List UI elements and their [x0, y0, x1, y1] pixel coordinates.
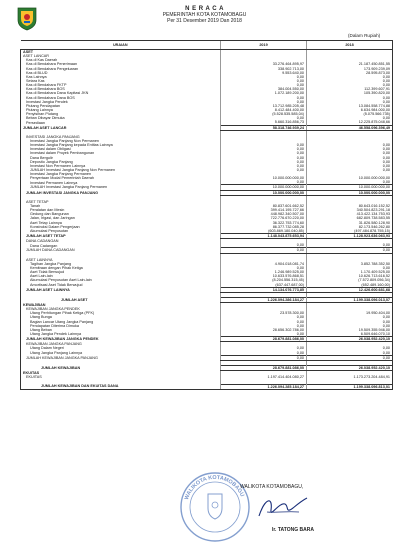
value-2019: 1.148.043.875.653,94 — [221, 234, 307, 239]
value-2018: 0,00 — [307, 351, 393, 356]
value-2018: 340.504.823.291,18 — [307, 208, 393, 212]
value-2019: 0,00 — [221, 180, 307, 185]
value-2019: 4.904.018.081,74 — [221, 262, 307, 266]
value-2019: 23.578.300,00 — [221, 311, 307, 315]
value-2018: 1.199.338.096.013,07 — [307, 297, 393, 302]
value-2018: 0,00 — [307, 324, 393, 328]
value-2019: 8.412.484.400,00 — [221, 108, 307, 112]
official-seal-stamp — [178, 470, 252, 544]
row-label: JUMLAH Investasi Jangka Panjang Permanen — [21, 185, 221, 190]
value-2018: 0,00 — [307, 83, 393, 87]
row-label: Kas di BLUD — [21, 71, 221, 75]
value-2019: 33.276.464.895,97 — [221, 62, 307, 66]
value-2019: 722.776.670.220,00 — [221, 216, 307, 220]
value-2019: (8.204.556.315,45) — [221, 278, 307, 282]
row-label: Aset Lain-lain — [21, 274, 221, 278]
value-2018: (5.075.566.735) — [307, 112, 393, 116]
value-2019: 28.679.881.086,00 — [221, 366, 307, 371]
value-2019: 28.679.881.086,00 — [221, 337, 307, 342]
value-2019: 0,00 — [221, 164, 307, 168]
value-2018: 10.000.000.000,00 — [307, 190, 393, 195]
value-2018: 1.173.273.204.484,91 — [307, 375, 393, 379]
value-2019: 13.712.985.205,48 — [221, 104, 307, 108]
table-header-row — [21, 41, 393, 50]
row-label: Jalan, Irigasi, dan Jaringan — [21, 216, 221, 220]
row-label: EKUITAS — [21, 371, 221, 376]
row-label: JUMLAH ASET — [21, 297, 221, 302]
value-2019: 0,00 — [221, 315, 307, 319]
value-2018: 0,00 — [307, 346, 393, 350]
value-2019: 0,00 — [221, 96, 307, 100]
row-label: Penyertaan Modal Pemerintah Daerah — [21, 176, 221, 180]
value-2019: 0,00 — [221, 75, 307, 79]
value-2019: 5.660.316.856,73 — [221, 120, 307, 125]
value-2019: 0,00 — [221, 83, 307, 87]
row-label: Aset Tetap Lainnya — [21, 221, 221, 225]
value-2018: 1.199.338.096.813,01 — [307, 384, 393, 389]
value-2019: 10.000.000.000,00 — [221, 185, 307, 190]
value-2018: 0,00 — [307, 79, 393, 83]
value-2019: 0,00 — [221, 143, 307, 147]
value-2018: 0,00 — [307, 355, 393, 360]
row-label: JUMLAH ASET LANCAR — [21, 125, 221, 130]
value-2018: 173.909.239,09 — [307, 67, 393, 71]
value-2018: 0,00 — [307, 248, 393, 253]
value-2018: 0,00 — [307, 96, 393, 100]
value-2019: 1.197.414.404.080,27 — [221, 375, 307, 379]
value-2018: 0,00 — [307, 243, 393, 248]
row-label: JUMLAH INVESTASI JANGKA PANJANG — [21, 190, 221, 195]
row-label: Bagian Lancar Utang Jangka Panjang — [21, 320, 221, 324]
row-label: Piutang Lainnya — [21, 108, 221, 112]
signatory-name: Ir. TATONG BARA — [272, 527, 314, 533]
value-2019: 0,00 — [221, 147, 307, 151]
row-label: Akumulasi Penyusutan — [21, 229, 221, 234]
value-2018: 0,00 — [307, 116, 393, 120]
row-label: JUMLAH KEWAJIBAN JANGKA PENDEK — [21, 337, 221, 342]
row-label: Kas di Bendahara Pengeluaran — [21, 67, 221, 71]
row-label: ASET LAINNYA — [21, 258, 221, 262]
value-2019: 0,00 — [221, 79, 307, 83]
organization-name: PEMERINTAH KOTA KOTAMOBAGU — [162, 12, 247, 18]
row-label: Kas di Bendahara FKTP — [21, 83, 221, 87]
value-2019: 0,00 — [221, 351, 307, 356]
value-2019: 36.322.753.774,60 — [221, 221, 307, 225]
value-2019: 0,00 — [221, 332, 307, 337]
value-2018: 6.634.984.000,00 — [307, 108, 393, 112]
value-2018: 0,00 — [307, 266, 393, 270]
table-body — [21, 50, 393, 390]
currency-unit-note: (Dalam Rupiah) — [348, 33, 381, 38]
row-label: Amortisasi Aset Tidak Berwujud — [21, 283, 221, 288]
row-label: Beban Dibayar Dimuka — [21, 116, 221, 120]
row-label: Kas di Kas Daerah — [21, 58, 221, 62]
row-label: Investasi Non Permanen Lainnya — [21, 164, 221, 168]
value-2018: 10.000.000.000,00 — [307, 176, 393, 180]
value-2018: 0,00 — [307, 320, 393, 324]
value-2018: 0,00 — [307, 315, 393, 319]
row-label: Investasi Jangka Panjang kepada Entitas Lainnya — [21, 143, 221, 147]
row-label: INVESTASI JANGKA PANJANG — [21, 135, 221, 139]
row-label: Investasi dalam Proyek Pembangunan — [21, 151, 221, 155]
value-2019: 0,00 — [221, 248, 307, 253]
balance-sheet-table — [20, 40, 393, 390]
value-2018: 0,00 — [307, 147, 393, 151]
value-2018: 0,00 — [307, 156, 393, 160]
row-label: KEWAJIBAN JANGKA PENDEK — [21, 307, 221, 311]
value-2018: 682.809.738.583,55 — [307, 216, 393, 220]
row-label: JUMLAH Investasi Jangka Panjang Non Permanen — [21, 168, 221, 172]
value-2019: 80.837.601.662,52 — [221, 204, 307, 208]
value-2019: 0,00 — [221, 156, 307, 160]
row-label: JUMLAH DANA CADANGAN — [21, 248, 221, 253]
value-2019: 0,00 — [221, 151, 307, 155]
value-2018: 28.595.873,00 — [307, 71, 393, 75]
value-2018: 413.422.134.753,93 — [307, 212, 393, 216]
value-2019: 58.318.746.939,24 — [221, 125, 307, 130]
signatory-title: WALIKOTA KOTAMOBAGU, — [240, 484, 304, 490]
value-2019: 86.377.732.085,28 — [221, 225, 307, 229]
row-label: Tanah — [21, 204, 221, 208]
value-2018: 10.626.713.616,52 — [307, 274, 393, 278]
row-label: KEWAJIBAN JANGKA PANJANG — [21, 342, 221, 347]
row-label: Aset Tidak Berwujud — [21, 270, 221, 274]
row-label: Tagihan Jangka Panjang — [21, 262, 221, 266]
value-2019: (603.869.180.040,85) — [221, 229, 307, 234]
value-2018: (497.484.878.755,15) — [307, 229, 393, 234]
row-label: Utang Beban — [21, 328, 221, 332]
value-2019: 0,00 — [221, 320, 307, 324]
value-2019: 10.000.000.000,00 — [221, 190, 307, 195]
value-2018: 0,00 — [307, 143, 393, 147]
row-label: ASET LANCAR — [21, 54, 221, 58]
value-2019: 1.226.094.286.184,27 — [221, 297, 307, 302]
value-2019: 10.633.576.868,51 — [221, 274, 307, 278]
svg-text:WALIKOTA KOTAMOBAGU — [184, 475, 245, 501]
value-2018: (7.572.809.056,34) — [307, 278, 393, 282]
row-label: Kas Lainnya — [21, 75, 221, 79]
value-2019: 0,00 — [221, 355, 307, 360]
value-2018: 19.950.404,00 — [307, 311, 393, 315]
value-2018: 31.826.580.128,90 — [307, 221, 393, 225]
value-2019: 10.000.000.000,00 — [221, 176, 307, 180]
value-2019: 0,00 — [221, 116, 307, 120]
row-label: Kas di Bendahara Penerimaan — [21, 62, 221, 66]
row-label: Investasi dalam Obligasi — [21, 147, 221, 151]
row-label: Persediaan — [21, 120, 221, 125]
row-label: Investasi Jangka Pendek — [21, 100, 221, 104]
value-2018: 0,00 — [307, 160, 393, 164]
value-2018: 19.509.355.946,00 — [307, 328, 393, 332]
value-2019: 1.226.094.285.184,27 — [221, 384, 307, 389]
value-2019: 28.656.302.786,00 — [221, 328, 307, 332]
row-label: Kemitraan dengan Pihak Ketiga — [21, 266, 221, 270]
value-2018: 0,00 — [307, 180, 393, 185]
row-label: EKUITAS — [21, 375, 221, 379]
value-2018: 12.225.875.048,66 — [307, 120, 393, 125]
value-2018: 46.558.096.396,49 — [307, 125, 393, 130]
stamp-ring-text: WALIKOTA KOTAMOBAGU — [183, 474, 245, 501]
row-label: JUMLAH KEWAJIBAN JANGKA PANJANG — [21, 355, 221, 360]
row-label: Kas di Bendahara Dana Kapitasi JKN — [21, 91, 221, 95]
value-2019: 0,00 — [221, 168, 307, 172]
report-period: Per 31 Desember 2019 Dan 2018 — [167, 18, 242, 24]
value-2019: 1.246.989.525,00 — [221, 270, 307, 274]
value-2019: 14.134.076.773,85 — [221, 287, 307, 292]
value-2019: 0,00 — [221, 100, 307, 104]
row-label: Konstruksi Dalam Pengerjaan — [21, 225, 221, 229]
row-label: Kas di Bendahara BOS — [21, 87, 221, 91]
value-2018: 3.852.788.352,50 — [307, 262, 393, 266]
value-2019: 338.902.713,00 — [221, 67, 307, 71]
value-2018: 0,00 — [307, 100, 393, 104]
value-2018: 26.038.952.420,10 — [307, 337, 393, 342]
value-2019: 0,00 — [221, 243, 307, 248]
value-2018: 12.426.600.681,68 — [307, 287, 393, 292]
value-2018: 1.170.409.525,00 — [307, 270, 393, 274]
row-label: Utang Perhitungan Pihak Ketiga (PFK) — [21, 311, 221, 315]
row-label: Akumulasi Penyusutan Aset Lain-lain — [21, 278, 221, 282]
row-label: Investasi Permanen Lainnya — [21, 180, 221, 185]
row-label: Deposito Jangka Panjang — [21, 160, 221, 164]
value-2018: 0,00 — [307, 151, 393, 155]
value-2018: 80.643.016.152,52 — [307, 204, 393, 208]
row-label: Dana Cadangan — [21, 243, 221, 248]
row-label: KEWAJIBAN — [21, 303, 221, 308]
value-2019: 399.414.195.727,66 — [221, 208, 307, 212]
column-header-2019: 2019 — [221, 41, 307, 50]
row-label: Utang Jangka Panjang Lainnya — [21, 351, 221, 356]
value-2019: 0,00 — [221, 160, 307, 164]
row-label: Utang Dalam Negeri — [21, 346, 221, 350]
column-header-2018: 2018 — [307, 41, 393, 50]
value-2019: 448.982.340.507,00 — [221, 212, 307, 216]
value-2018: 82.173.546.262,80 — [307, 225, 393, 229]
value-2018: 13.084.558.774,88 — [307, 104, 393, 108]
value-2019: 0,00 — [221, 346, 307, 350]
value-2018: 105.390.820,00 — [307, 91, 393, 95]
value-2019: 9.553.640,00 — [221, 71, 307, 75]
row-label: JUMLAH KEWAJIBAN — [21, 366, 221, 371]
row-label: DANA CADANGAN — [21, 239, 221, 244]
row-label: JUMLAH KEWAJIBAN DAN EKUITAS DANA — [21, 384, 221, 389]
row-label: Setara Kas — [21, 79, 221, 83]
row-label: Utang Bunga — [21, 315, 221, 319]
row-label: ASET TETAP — [21, 200, 221, 204]
value-2019: 0,00 — [221, 266, 307, 270]
value-2018: 6.509.646.070,10 — [307, 332, 393, 337]
value-2018: (652.489.160,00) — [307, 283, 393, 288]
value-2018: 112.399.607,91 — [307, 87, 393, 91]
row-label: JUMLAH ASET TETAP — [21, 234, 221, 239]
column-header-description: URAIAN — [21, 41, 221, 50]
row-label: ASET — [21, 50, 221, 55]
value-2019: (637.447.687,00) — [221, 283, 307, 288]
row-label: Kas di Bendahara Dana BOS — [21, 96, 221, 100]
row-label: Dana Bergulir — [21, 156, 221, 160]
table-row — [21, 384, 393, 389]
row-label: Gedung dan Bangunan — [21, 212, 221, 216]
row-label: Piutang Pendapatan — [21, 104, 221, 108]
value-2018: 0,00 — [307, 164, 393, 168]
value-2019: (5.528.535.585,04) — [221, 112, 307, 116]
value-2018: 26.038.952.420,10 — [307, 366, 393, 371]
row-label: Penyisihan Piutang — [21, 112, 221, 116]
row-label: JUMLAH ASET LAINNYA — [21, 287, 221, 292]
row-label: Peralatan dan Mesin — [21, 208, 221, 212]
report-title: N E R A C A — [185, 6, 224, 12]
value-2018: 0,00 — [307, 75, 393, 79]
handwritten-signature — [255, 492, 310, 522]
value-2018: 10.000.000.000,00 — [307, 185, 393, 190]
value-2018: 1.128.923.636.063,93 — [307, 234, 393, 239]
value-2019: 1.072.189.200,00 — [221, 91, 307, 95]
value-2019: 384.004.550,00 — [221, 87, 307, 91]
value-2019: 0,00 — [221, 324, 307, 328]
row-label: Investasi Jangka Panjang Non Permanen — [21, 139, 221, 143]
value-2018: 21.187.450.851,55 — [307, 62, 393, 66]
value-2018: 0,00 — [307, 168, 393, 172]
row-label: Utang Jangka Pendek Lainnya — [21, 332, 221, 337]
row-label: Investasi Jangka Panjang Permanen — [21, 172, 221, 176]
row-label: Pendapatan Diterima Dimuka — [21, 324, 221, 328]
